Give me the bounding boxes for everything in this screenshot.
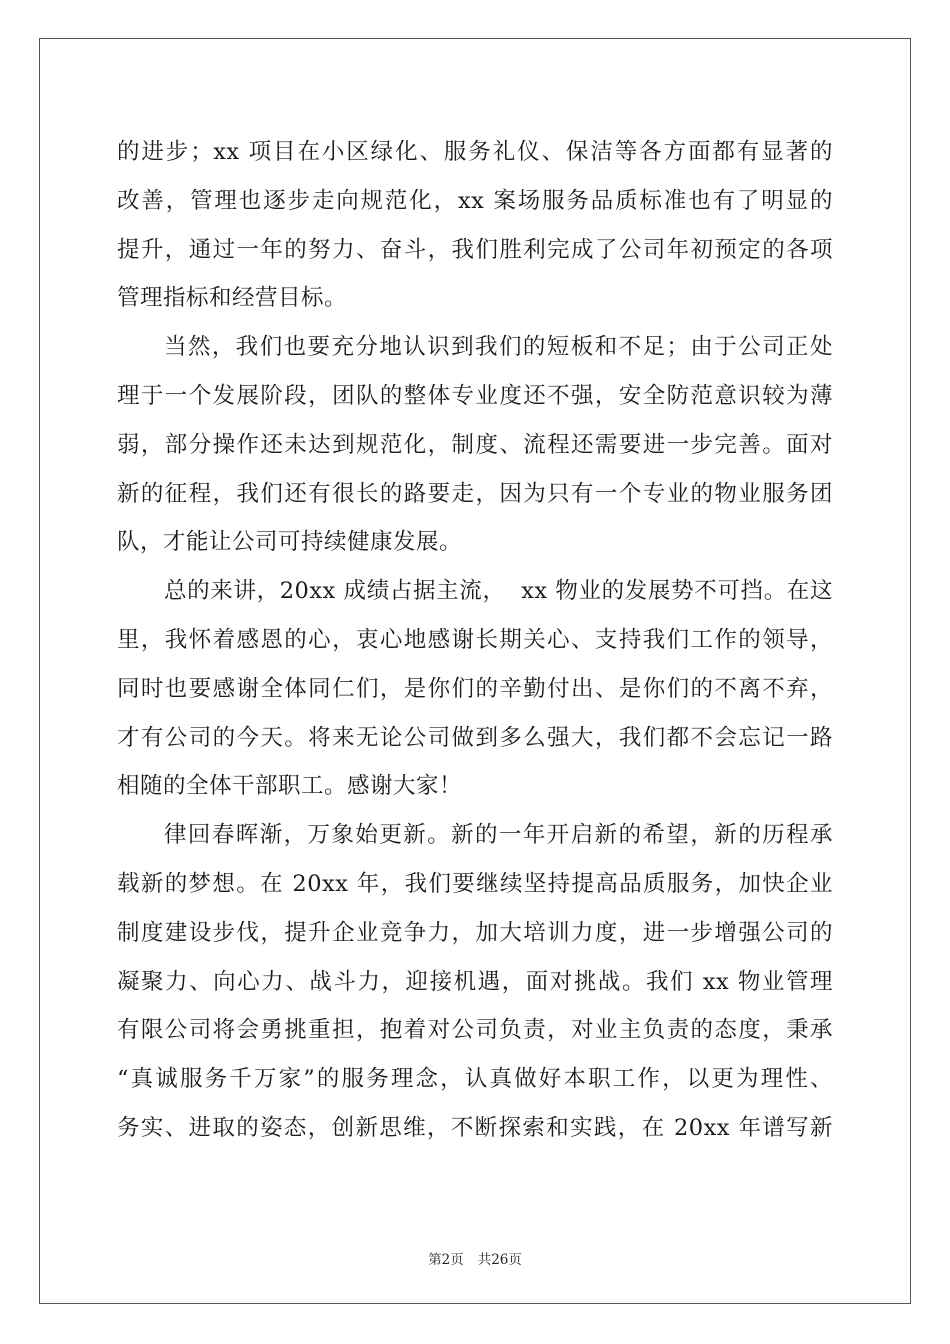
page-total: 共26页 bbox=[477, 1252, 522, 1268]
text-line: 律回春晖渐，万象始更新。新的一年开启新的希望，新的历程承 bbox=[164, 822, 833, 849]
text-line: 凝聚力、向心力、战斗力，迎接机遇，面对挑战。我们 xx 物业管理 bbox=[117, 968, 833, 995]
text-line: 制度建设步伐，提升企业竞争力，加大培训力度，进一步增强公司的 bbox=[117, 919, 833, 946]
text-line: 理于一个发展阶段，团队的整体专业度还不强，安全防范意识较为薄 bbox=[117, 382, 833, 409]
text-line: 当然，我们也要充分地认识到我们的短板和不足；由于公司正处 bbox=[164, 334, 833, 361]
text-line: 的进步；xx 项目在小区绿化、服务礼仪、保洁等各方面都有显著的 bbox=[117, 139, 833, 165]
text-line: 改善，管理也逐步走向规范化，xx 案场服务品质标准也有了明显的 bbox=[117, 187, 833, 214]
text-line: 总的来讲，20xx 成绩占据主流， xx 物业的发展势不可挡。在这 bbox=[164, 578, 833, 605]
paragraph-1 bbox=[117, 128, 833, 323]
paragraph-3 bbox=[117, 567, 833, 811]
text-line: 务实、进取的姿态，创新思维，不断探索和实践，在 20xx 年谱写新 bbox=[117, 1114, 833, 1141]
paragraph-2 bbox=[117, 323, 833, 567]
text-line: 载新的梦想。在 20xx 年，我们要继续坚持提高品质服务，加快企业 bbox=[117, 870, 833, 897]
document-body bbox=[117, 128, 833, 1153]
text-line: 提升，通过一年的努力、奋斗，我们胜利完成了公司年初预定的各项 bbox=[117, 236, 833, 263]
text-line: 有限公司将会勇挑重担，抱着对公司负责，对业主负责的态度，秉承 bbox=[117, 1017, 833, 1044]
text-line: 相随的全体干部职工。感谢大家！ bbox=[117, 773, 463, 800]
text-line: 里，我怀着感恩的心，衷心地感谢长期关心、支持我们工作的领导， bbox=[117, 626, 833, 653]
text-line: 才有公司的今天。将来无论公司做到多么强大，我们都不会忘记一路 bbox=[117, 724, 833, 751]
text-line: “真诚服务千万家”的服务理念，认真做好本职工作，以更为理性、 bbox=[117, 1066, 833, 1093]
text-line: 新的征程，我们还有很长的路要走，因为只有一个专业的物业服务团 bbox=[117, 480, 833, 507]
text-line: 弱，部分操作还未达到规范化，制度、流程还需要进一步完善。面对 bbox=[117, 431, 833, 458]
page-footer bbox=[0, 1248, 950, 1268]
page-number: 第2页 bbox=[428, 1252, 464, 1268]
text-line: 同时也要感谢全体同仁们，是你们的辛勤付出、是你们的不离不弃， bbox=[117, 675, 833, 702]
paragraph-4 bbox=[117, 811, 833, 1153]
text-line: 管理指标和经营目标。 bbox=[117, 285, 348, 312]
text-line: 队，才能让公司可持续健康发展。 bbox=[117, 529, 463, 556]
